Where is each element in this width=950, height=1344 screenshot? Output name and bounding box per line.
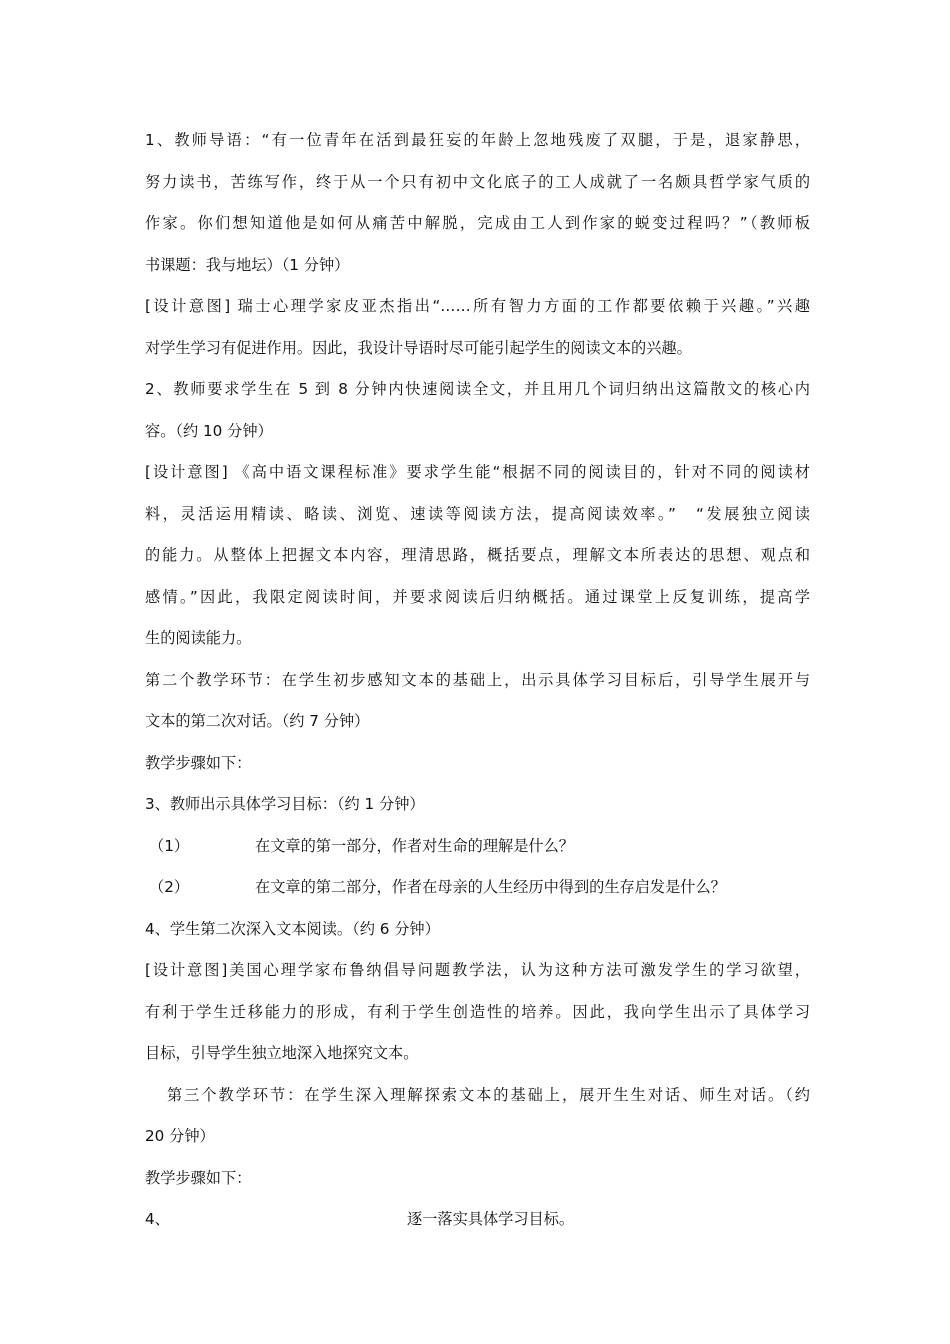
learning-goal-item <box>145 826 810 868</box>
paragraph-line: 书课题：我与地坛）（1 分钟） <box>145 255 350 274</box>
paragraph-line: 对学生学习有促进作用。因此，我设计导语时尽可能引起学生的阅读文本的兴趣。 <box>145 338 692 357</box>
goal-number: （1） <box>149 836 190 855</box>
paragraph-line: 的能力。从整体上把握文本内容，理清思路，概括要点，理解文本所表达的思想、观点和 <box>145 546 810 564</box>
paragraph-line: 目标，引导学生独立地深入地探究文本。 <box>145 1044 419 1062</box>
paragraph-line: 3、教师出示具体学习目标：（约 1 分钟） <box>145 795 425 813</box>
goal-text: 在文章的第一部分，作者对生命的理解是什么？ <box>255 836 574 855</box>
document-body <box>145 120 810 1241</box>
paragraph-line: 1、教师导语：“有一位青年在活到最狂妄的年龄上忽地残废了双腿，于是，退家静思， <box>145 131 810 149</box>
paragraph-line: 生的阅读能力。 <box>145 629 252 647</box>
paragraph-line: 作家。你们想知道他是如何从痛苦中解脱，完成由工人到作家的蜕变过程吗？”（教师板 <box>145 214 810 232</box>
paragraph-line: 4、学生第二次深入文本阅读。（约 6 分钟） <box>145 919 440 938</box>
paragraph-line: 有利于学生迁移能力的形成，有利于学生创造性的培养。因此，我向学生出示了具体学习 <box>145 1002 810 1021</box>
paragraph-line: 教学步骤如下： <box>145 753 252 772</box>
section-heading-line: 第三个教学环节：在学生深入理解探索文本的基础上，展开生生对话、师生对话。（约 <box>167 1085 810 1104</box>
paragraph-line: 容。（约 10 分钟） <box>145 421 273 440</box>
paragraph-line: 料，灵活运用精读、略读、浏览、速读等阅读方法，提高阅读效率。” “发展独立阅读 <box>145 504 810 523</box>
paragraph-line: 第二个教学环节：在学生初步感知文本的基础上，出示具体学习目标后，引导学生展开与 <box>145 670 810 689</box>
steps-heading: 教学步骤如下： <box>145 1168 252 1187</box>
goal-number: （2） <box>149 878 190 896</box>
step-number: 4、 <box>145 1210 170 1228</box>
paragraph-line: 努力读书，苦练写作，终于从一个只有初中文化底子的工人成就了一名颇具哲学家气质的 <box>145 172 810 191</box>
paragraph-line: [设计意图] 《高中语文课程标准》要求学生能“根据不同的阅读目的，针对不同的阅读材 <box>145 463 810 481</box>
learning-goal-item <box>145 867 810 909</box>
paragraph-line: 感情。”因此，我限定阅读时间，并要求阅读后归纳概括。通过课堂上反复训练，提高学 <box>145 587 810 606</box>
section-heading-line: 20 分钟） <box>145 1127 215 1145</box>
paragraph-line: 2、教师要求学生在 5 到 8 分钟内快速阅读全文，并且用几个词归纳出这篇散文的核心内 <box>145 380 810 398</box>
goal-text: 在文章的第二部分，作者在母亲的人生经历中得到的生存启发是什么？ <box>255 878 726 896</box>
paragraph-line: [设计意图]美国心理学家布鲁纳倡导问题教学法，认为这种方法可激发学生的学习欲望， <box>145 961 810 979</box>
step-text: 逐一落实具体学习目标。 <box>407 1210 575 1228</box>
paragraph-line: 文本的第二次对话。（约 7 分钟） <box>145 712 370 730</box>
step-item <box>145 1199 810 1241</box>
paragraph-line: [设计意图] 瑞士心理学家皮亚杰指出“……所有智力方面的工作都要依赖于兴趣。”兴趣 <box>145 297 810 315</box>
